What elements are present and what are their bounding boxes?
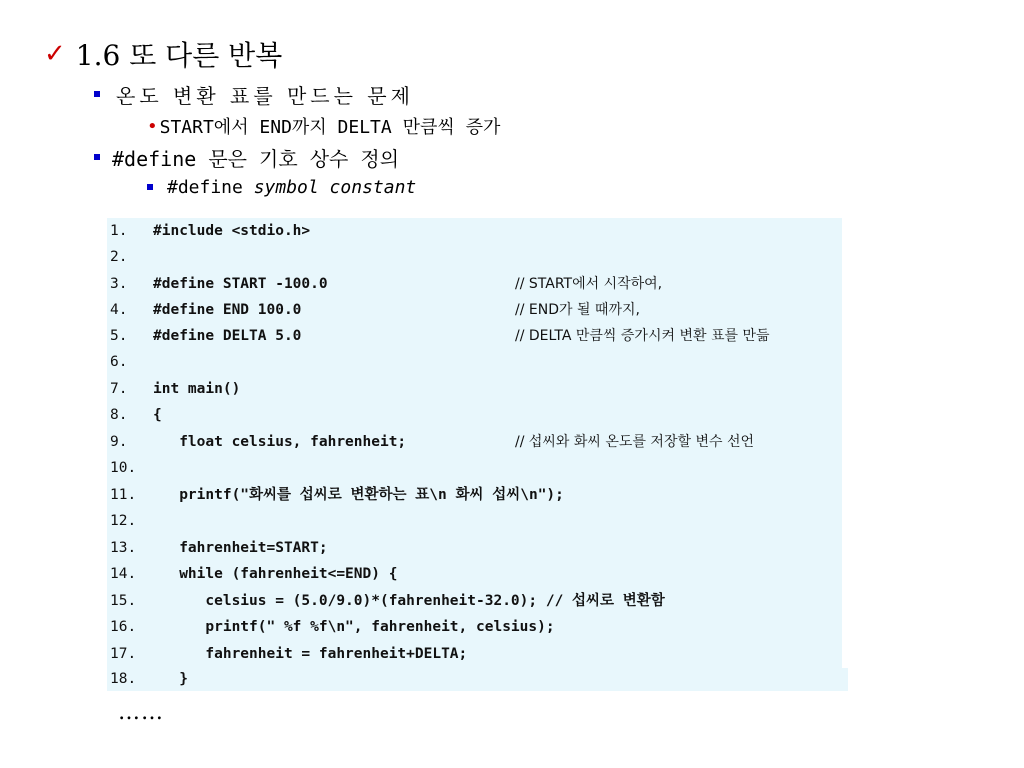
code-text: { — [153, 407, 162, 423]
code-comment: // START에서 시작하여, — [515, 276, 663, 292]
code-line — [107, 246, 842, 268]
code-line — [107, 325, 842, 347]
line-number: 12. — [110, 513, 137, 529]
square-bullet-icon — [94, 154, 100, 160]
code-line — [107, 537, 842, 559]
code-text: #include <stdio.h> — [153, 223, 311, 239]
line-number: 17. — [110, 646, 137, 662]
code-text: int main() — [153, 381, 241, 397]
code-line — [107, 351, 842, 373]
line-number: 3. — [110, 276, 128, 292]
code-line — [107, 510, 842, 532]
line-number: 16. — [110, 619, 137, 635]
code-line — [107, 404, 842, 426]
code-line — [107, 273, 842, 295]
code-line — [107, 484, 842, 506]
line-number: 4. — [110, 302, 128, 318]
code-line — [107, 590, 842, 612]
code-comment: // 섭씨와 화씨 온도를 저장할 변수 선언 — [515, 434, 754, 450]
code-line — [107, 457, 842, 479]
line-number: 9. — [110, 434, 128, 450]
line-number: 15. — [110, 593, 137, 609]
line-number: 8. — [110, 407, 128, 423]
code-line — [107, 616, 842, 638]
bullet-1-text: 온도 변환 표를 만드는 문제 — [116, 83, 414, 108]
square-bullet-icon — [94, 91, 100, 97]
code-text: #define END 100.0 — [153, 302, 302, 318]
code-listing-tail — [107, 668, 848, 691]
code-line — [107, 668, 848, 690]
line-number: 10. — [110, 460, 137, 476]
slide-title-text: 1.6 또 다른 반복 — [75, 39, 283, 72]
line-number: 6. — [110, 354, 128, 370]
checkmark-icon: ✓ — [44, 39, 66, 69]
line-number: 11. — [110, 487, 137, 503]
code-text: printf("화씨를 섭씨로 변환하는 표\n 화씨 섭씨\n"); — [153, 487, 564, 503]
bullet-2-text: #define 문은 기호 상수 정의 — [112, 146, 400, 171]
line-number: 13. — [110, 540, 137, 556]
code-line — [107, 643, 842, 665]
code-text: #define START -100.0 — [153, 276, 328, 292]
code-line — [107, 378, 842, 400]
bullet-2-sub — [147, 173, 416, 201]
bullet-1-sub-text: START에서 END까지 DELTA 만큼씩 증가 — [159, 117, 501, 138]
code-text: printf(" %f %f\n", fahrenheit, celsius); — [153, 619, 555, 635]
code-text: #define DELTA 5.0 — [153, 328, 302, 344]
code-line — [107, 563, 842, 585]
line-number: 1. — [110, 223, 128, 239]
line-number: 5. — [110, 328, 128, 344]
code-line — [107, 299, 842, 321]
bullet-2-sub-italic: symbol constant — [253, 176, 417, 198]
line-number: 14. — [110, 566, 137, 582]
bullet-2 — [94, 143, 399, 171]
code-text: fahrenheit = fahrenheit+DELTA; — [153, 646, 468, 662]
code-comment: // DELTA 만큼씩 증가시켜 변환 표를 만듦 — [515, 328, 770, 344]
bullet-1 — [94, 80, 414, 108]
bullet-1-sub — [147, 112, 500, 140]
dot-bullet-icon: • — [147, 115, 158, 137]
code-text: float celsius, fahrenheit; — [153, 434, 407, 450]
code-line — [107, 220, 842, 242]
code-comment: // END가 될 때까지, — [515, 302, 640, 318]
code-listing — [107, 218, 842, 668]
code-text: celsius = (5.0/9.0)*(fahrenheit-32.0); // 섭씨로 변환함 — [153, 593, 665, 609]
square-bullet-icon — [147, 184, 153, 190]
code-text: while (fahrenheit<=END) { — [153, 566, 398, 582]
line-number: 2. — [110, 249, 128, 265]
line-number: 18. — [110, 671, 137, 687]
bullet-2-sub-text: #define — [167, 176, 254, 198]
slide-title — [44, 34, 282, 74]
code-text: fahrenheit=START; — [153, 540, 328, 556]
code-line — [107, 431, 842, 453]
ellipsis: …… — [118, 700, 164, 725]
line-number: 7. — [110, 381, 128, 397]
code-text: } — [153, 671, 188, 687]
